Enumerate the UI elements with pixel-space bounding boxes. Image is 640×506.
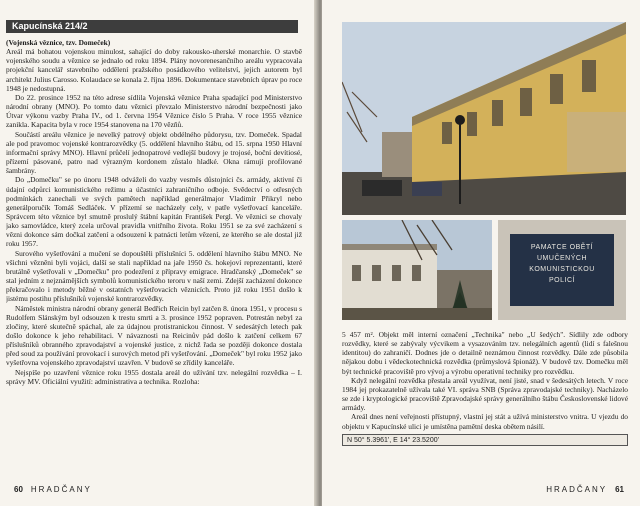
left-folio	[14, 485, 92, 494]
page-number: 60	[14, 485, 23, 494]
paragraph: Náměstek ministra národní obrany generál Bedřich Reicin byl zatčen 8. února 1951, v procesu s Rudolfem Slánským byl odsouzen k trestu smrti a 3. prosince 1952 popraven. Potrestán nebyl za zločiny, které skutečně spáchal, ale za údajnou protistranickou činnost. V sedesátých letech pak došlo dokonce k jeho rehabilitaci. V návaznosti na Reicinův pád došlo k zatčení celkem 67 příslušníků obranného zpravodajství a vojenské justice, z nichž řada se později dokonce dostala před soud za používání provokací i surových metod při vyšetřování. „Domeček" byl roku 1952 jako vyšetřovna vojenského zpravodajství uzavřen. V budově se zřídily kanceláře.	[6, 303, 302, 368]
memorial-plaque-photo	[498, 220, 626, 320]
paragraph: Nejspíše po uzavření věznice roku 1955 dostala areál do užívání tzv. nelegální rozvědka – I. správy MV. Oficiální využití: administrativa a technika. Rozloha:	[6, 367, 302, 386]
page-number: 61	[615, 485, 624, 494]
building-street-photo	[342, 22, 626, 215]
gps-coordinates: N 50° 5.3961', E 14° 23.5200'	[342, 434, 628, 446]
paragraph: Areál má bohatou vojenskou minulost, sahající do doby rakousko-uherské monarchie. O stavbě vojenského soudu a věznice se jednalo od roku 1894. Plány novorenesančního areálu vypracovala projekční kancelář stavebního oddělení pražského posádkového velitelství, jejich autorem byl architekt Julius Carosso. Kolaudace se konala 2. října 1896. Dokumentace stavebních úprav po roce 1948 je nedostupná.	[6, 47, 302, 93]
running-title: HRADČANY	[546, 485, 608, 494]
right-folio	[546, 485, 624, 494]
domecek-illustration	[342, 220, 492, 320]
plaque-line: POLICÍ	[549, 277, 575, 284]
paragraph: Do „Domečku" se po únoru 1948 odváželi do vazby vesměs důstojníci čs. armády, aktivní či údajní odpůrci komunistického režimu a účastníci zahraničního odboje. Svědectví o otřesných podmínkách zanechali ve svých pamětech například generálmajor Vladimír Přikryl nebo generálporučík Tomáš Sedláček. V přízemí se nacházely cely, v patře vyšetřovací kanceláře. Správcem této věznice byl smutně proslulý štábní kapitán František Pergl. Ve věznici se chovaly jako samovládce, který zcela určoval pravidla vnitřního života. Roku 1951 se za své zacházení s vězni dokonce sám dočkal zatčení a odsouzení k patnácti letům vězení, ze kterého se ale dostal již roku 1957.	[6, 175, 302, 249]
memorial-plaque	[510, 234, 614, 306]
right-body-text	[342, 330, 628, 434]
right-page	[322, 0, 640, 506]
left-page	[0, 0, 318, 506]
running-title: HRADČANY	[30, 485, 92, 494]
paragraph: Areál dnes není veřejnosti přístupný, vlastní jej stát a užívá ministerstvo vnitra. U vjezdu do objektu v Kapucínské ulici je umístěna pamětní deska obětem násilí.	[342, 412, 628, 431]
plaque-line: PAMATCE OBĚTÍ	[530, 244, 594, 251]
plaque-line: KOMUNISTICKOU	[529, 266, 595, 273]
paragraph: Když nelegální rozvědka přestala areál využívat, není jisté, snad v šedesátých letech. V roce 1984 jej prokazatelně užívala také VI. správa SNB (Správa zpravodajské techniky). Nacházelo se zde i kryptologické pracoviště Zpravodajské správy generálního štábu Československé lidové armády.	[342, 375, 628, 413]
domecek-photo	[342, 220, 492, 320]
paragraph: 5 457 m². Objekt měl interní označení „Technika" nebo „U šedých". Sídlily zde odbory rozvědky, které se zabývaly výcvikem a vysazováním tzv. nelegálních agentů (lidí s falešnou identitou) do zahraničí. Dodnes jde o detailně neznámou činnost rozvědky. Dále zde působila nějakou dobu i vědeckotechnická rozvědka (průmyslová špionáž). V budově tzv. Domečku měl být technické pracoviště pro vývoj a výrobu operativní techniky pro rozvědku.	[342, 330, 628, 376]
address-header: Kapucínská 214/2	[6, 20, 298, 33]
building-illustration	[342, 22, 626, 215]
plaque-line: UMUČENÝCH	[537, 255, 587, 262]
left-body-text	[6, 38, 302, 478]
paragraph: Součástí areálu věznice je nevelký patrový objekt obdélného půdorysu, tzv. Domeček. Spadal ale pod pravomoc vojenské kontrarozvědky (5. oddělení hlavního štábu, od 15. srpna 1950 Hlavní informační správy MNO). Hlavní průčelí jednopatrové vedlejší budovy je trojosé, boční devítiosé, přízemí pásované, patro nad výrazným kordonem zůstalo hladké. Okna rámují profilované šambrány.	[6, 129, 302, 176]
paragraph: Do 22. prosince 1952 na této adrese sídlila Vojenská věznice Praha spadající pod Ministerstvo národní obrany (MNO). Po tomto datu věznici převzalo Ministerstvo národní bezpečnosti jako Útvar výkonu vazby Praha IV., od 1. června 1954 Věznice číslo 5 Praha. V roce 1955 věznice zanikla. Kapacita byla v roce 1954 stanovena na 170 vězňů.	[6, 92, 302, 130]
paragraph: Surového vyšetřování a mučení se dopouštěli příslušníci 5. oddělení hlavního štábu MNO. Ne všichni vězněni byli vojáci, další se stali například na jaře 1950 čs. hokejoví reprezentanti, které brutálně vyšetřovali v „Domečku" pro podezření z přípravy emigrace. Hradčanský „Domeček" se stal jedním z nejznámějších symbolů komunistického teroru v naší zemi. Zdejší zacházení dokonce překračovalo i metody běžné v ostatních vyšetřovacích věznicích. Proto již roku 1951 došlo k jistému postihu příslušníků vojenské kontrarozvědky.	[6, 248, 302, 304]
section-title: (Vojenská věznice, tzv. Domeček)	[6, 38, 111, 47]
